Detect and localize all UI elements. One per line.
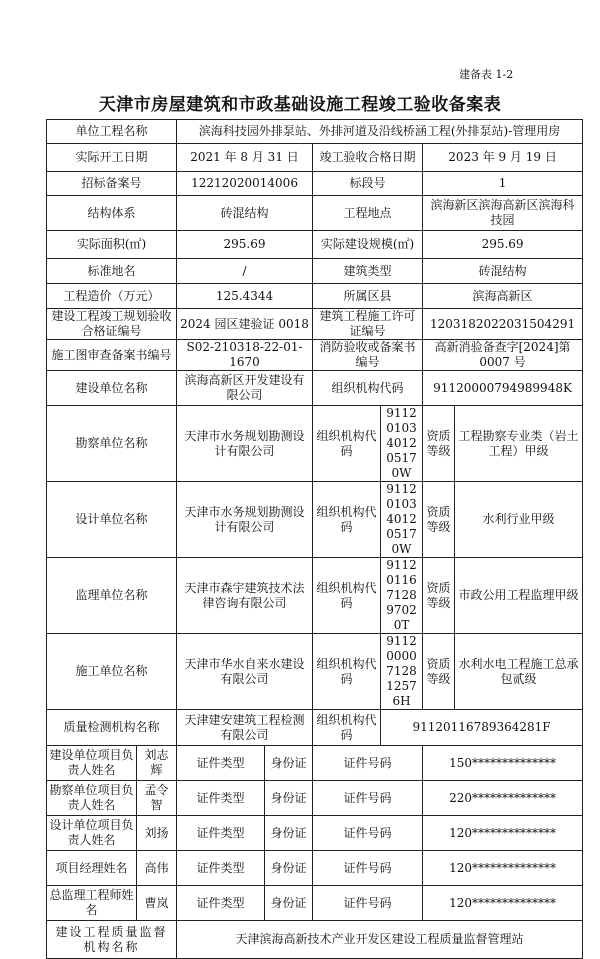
value-acceptance-date: 2023 年 9 月 19 日	[423, 144, 583, 172]
value-supervision-org-code: 91120116712897020T	[381, 558, 423, 634]
table-row	[47, 482, 583, 558]
value-design-name: 天津市水务规划勘测设计有限公司	[177, 482, 313, 558]
value-design-org-code: 91120103401205170W	[381, 482, 423, 558]
value-supervision-qual: 市政公用工程监理甲级	[455, 558, 583, 634]
cert-type-value: 身份证	[265, 886, 313, 921]
cert-type-label: 证件类型	[177, 816, 265, 851]
cert-type-label: 证件类型	[177, 851, 265, 886]
label-location: 工程地点	[313, 196, 423, 231]
value-cost: 125.4344	[177, 284, 313, 309]
value-planning-cert: 2024 园区建验证 0018	[177, 309, 313, 340]
person-name: 刘扬	[137, 816, 177, 851]
person-name: 高伟	[137, 851, 177, 886]
cert-no-value: 150**************	[423, 746, 583, 781]
table-row	[47, 196, 583, 231]
label-builder-org-code: 组织机构代码	[313, 371, 423, 406]
label-supervision-qual: 资质等级	[423, 558, 455, 634]
value-permit-no: 120318202203150429​1	[423, 309, 583, 340]
label-actual-area: 实际面积(㎡)	[47, 231, 177, 259]
cert-no-value: 120**************	[423, 816, 583, 851]
cert-type-value: 身份证	[265, 816, 313, 851]
value-testing-org-code: 91120116789364281F	[381, 710, 583, 746]
value-planned-scale: 295.69	[423, 231, 583, 259]
label-design: 设计单位名称	[47, 482, 177, 558]
value-construction-name: 天津市华水自来水建设有限公司	[177, 634, 313, 710]
value-landmark: /	[177, 259, 313, 284]
table-row	[47, 886, 583, 921]
value-drawing-review: S02-210318-22-01-1670	[177, 340, 313, 371]
value-survey-org-code: 91120103401205170W	[381, 406, 423, 482]
label-design-qual: 资质等级	[423, 482, 455, 558]
value-survey-qual: 工程勘察专业类（岩土工程）甲级	[455, 406, 583, 482]
label-start-date: 实际开工日期	[47, 144, 177, 172]
label-landmark: 标准地名	[47, 259, 177, 284]
value-construction-qual: 水利水电工程施工总承包贰级	[455, 634, 583, 710]
value-section-no: 1	[423, 172, 583, 196]
value-project-name: 滨海科技园外排泵站、外排河道及沿线桥涵工程(外排泵站)-管理用房	[177, 120, 583, 144]
value-building-type: 砖混结构	[423, 259, 583, 284]
label-design-org-code: 组织机构代码	[313, 482, 381, 558]
table-row	[47, 120, 583, 144]
cert-type-value: 身份证	[265, 746, 313, 781]
filing-form-table	[46, 119, 583, 959]
person-role: 勘察单位项目负责人姓名	[47, 781, 137, 816]
table-row	[47, 710, 583, 746]
label-acceptance-date: 竣工验收合格日期	[313, 144, 423, 172]
label-drawing-review: 施工图审查备案书编号	[47, 340, 177, 371]
table-row	[47, 558, 583, 634]
value-start-date: 2021 年 8 月 31 日	[177, 144, 313, 172]
cert-type-label: 证件类型	[177, 781, 265, 816]
value-structure: 砖混结构	[177, 196, 313, 231]
page-title: 天津市房屋建筑和市政基础设施工程竣工验收备案表	[98, 95, 502, 115]
label-construction-qual: 资质等级	[423, 634, 455, 710]
label-building-type: 建筑类型	[313, 259, 423, 284]
value-supervisor-agency: 天津滨海高新技术产业开发区建设工程质量监督管理站	[177, 921, 583, 959]
table-row	[47, 921, 583, 959]
label-project-name: 单位工程名称	[47, 120, 177, 144]
cert-no-value: 120**************	[423, 886, 583, 921]
value-builder-org-code: 91120000794989948K	[423, 371, 583, 406]
value-tender-no: 12212020014006	[177, 172, 313, 196]
table-row	[47, 406, 583, 482]
label-testing-org-code: 组织机构代码	[313, 710, 381, 746]
person-name: 孟令智	[137, 781, 177, 816]
label-survey-org-code: 组织机构代码	[313, 406, 381, 482]
label-supervision-org-code: 组织机构代码	[313, 558, 381, 634]
table-row	[47, 172, 583, 196]
table-row	[47, 284, 583, 309]
table-row	[47, 781, 583, 816]
value-testing-name: 天津建安建筑工程检测有限公司	[177, 710, 313, 746]
label-structure: 结构体系	[47, 196, 177, 231]
value-district: 滨海高新区	[423, 284, 583, 309]
cert-type-value: 身份证	[265, 781, 313, 816]
label-construction-org-code: 组织机构代码	[313, 634, 381, 710]
label-section-no: 标段号	[313, 172, 423, 196]
form-number: 建备表 1-2	[459, 68, 514, 81]
label-supervisor-agency: 建设工程质量监督机构名称	[47, 921, 177, 959]
label-builder: 建设单位名称	[47, 371, 177, 406]
cert-type-label: 证件类型	[177, 886, 265, 921]
person-role: 建设单位项目负责人姓名	[47, 746, 137, 781]
table-row	[47, 746, 583, 781]
cert-no-label: 证件号码	[313, 746, 423, 781]
table-row	[47, 371, 583, 406]
label-permit-no: 建筑工程施工许可证编号	[313, 309, 423, 340]
label-supervision: 监理单位名称	[47, 558, 177, 634]
table-row	[47, 634, 583, 710]
value-supervision-name: 天津市森宇建筑技术法律咨询有限公司	[177, 558, 313, 634]
label-construction: 施工单位名称	[47, 634, 177, 710]
cert-no-label: 证件号码	[313, 851, 423, 886]
cert-no-label: 证件号码	[313, 816, 423, 851]
label-fire-filing: 消防验收或备案书编号	[313, 340, 423, 371]
person-role: 设计单位项目负责人姓名	[47, 816, 137, 851]
value-actual-area: 295.69	[177, 231, 313, 259]
cert-type-label: 证件类型	[177, 746, 265, 781]
table-row	[47, 259, 583, 284]
label-district: 所属区县	[313, 284, 423, 309]
label-survey: 勘察单位名称	[47, 406, 177, 482]
person-role: 总监理工程师姓名	[47, 886, 137, 921]
value-fire-filing: 高新消验备查字[2024]第 0007 号	[423, 340, 583, 371]
person-name: 曹岚	[137, 886, 177, 921]
label-planning-cert: 建设工程竣工规划验收合格证编号	[47, 309, 177, 340]
label-cost: 工程造价（万元）	[47, 284, 177, 309]
cert-no-value: 220**************	[423, 781, 583, 816]
value-construction-org-code: 91120000712812576H	[381, 634, 423, 710]
label-tender-no: 招标备案号	[47, 172, 177, 196]
cert-type-value: 身份证	[265, 851, 313, 886]
value-design-qual: 水利行业甲级	[455, 482, 583, 558]
person-name: 刘志辉	[137, 746, 177, 781]
table-row	[47, 309, 583, 340]
table-row	[47, 816, 583, 851]
value-location: 滨海新区滨海高新区滨海科技园	[423, 196, 583, 231]
table-row	[47, 144, 583, 172]
table-row	[47, 851, 583, 886]
cert-no-label: 证件号码	[313, 886, 423, 921]
table-row	[47, 231, 583, 259]
cert-no-value: 120**************	[423, 851, 583, 886]
person-role: 项目经理姓名	[47, 851, 137, 886]
table-row	[47, 340, 583, 371]
label-survey-qual: 资质等级	[423, 406, 455, 482]
cert-no-label: 证件号码	[313, 781, 423, 816]
label-planned-scale: 实际建设规模(㎡)	[313, 231, 423, 259]
value-builder-name: 滨海高新区开发建设有限公司	[177, 371, 313, 406]
value-survey-name: 天津市水务规划勘测设计有限公司	[177, 406, 313, 482]
label-testing: 质量检测机构名称	[47, 710, 177, 746]
